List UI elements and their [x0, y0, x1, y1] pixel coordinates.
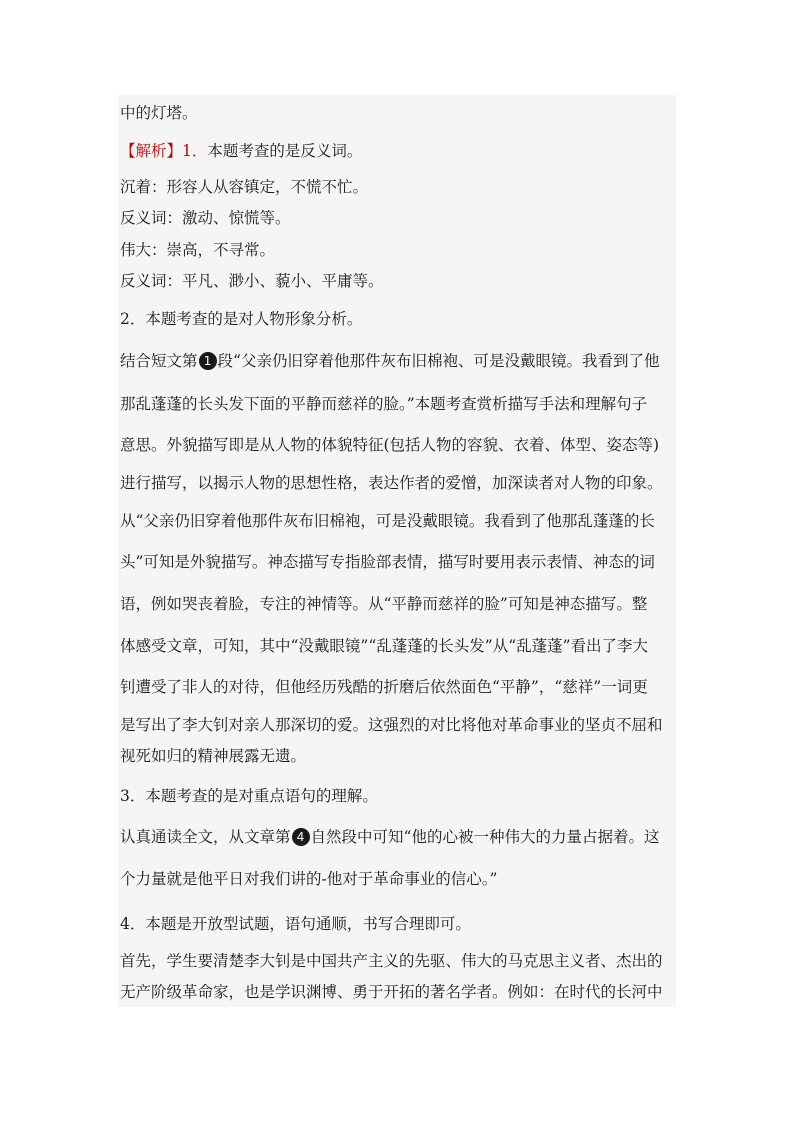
text-line-1: 中的灯塔。 — [120, 104, 198, 122]
text-line-21: 个力量就是他平日对我们讲的-他对于革命事业的信心。” — [120, 870, 498, 888]
text-line-12: 从“父亲仍旧穿着他那件灰布旧棉袍，可是没戴眼镜。我看到了他那乱蓬蓬的长 — [120, 512, 655, 530]
text-line-22: 4．本题是开放型试题，语句通顺，书写合理即可。 — [120, 915, 471, 933]
text-line-24: 无产阶级革命家，也是学识渊博、勇于开拓的著名学者。例如：在时代的长河中 — [120, 983, 663, 1001]
text-line-10: 意思。外貌描写即是从人物的体貌特征(包括人物的容貌、衣着、体型、姿态等) — [120, 436, 660, 454]
text-line-8-post: 段“父亲仍旧穿着他那件灰布旧棉袍、可是没戴眼镜。我看到了他 — [217, 352, 660, 370]
text-line-15: 体感受文章，可知，其中“没戴眼镜”“乱蓬蓬的长头发”从“乱蓬蓬”看出了李大 — [120, 637, 649, 655]
text-line-11: 进行描写，以揭示人物的思想性格，表达作者的爱憎，加深读者对人物的印象。 — [120, 474, 663, 492]
text-line-3: 沉着：形容人从容镇定，不慌不忙。 — [120, 178, 369, 196]
text-line-13: 头”可知是外貌描写。神态描写专指脸部表情，描写时要用表示表情、神态的词 — [120, 553, 655, 571]
text-line-14: 语，例如哭丧着脸，专注的神情等。从“平静而慈祥的脸”可知是神态描写。整 — [120, 595, 648, 613]
text-line-17: 是写出了李大钊对亲人那深切的爱。这强烈的对比将他对革命事业的坚贞不屈和 — [120, 716, 663, 734]
text-line-18: 视死如归的精神展露无遗。 — [120, 747, 307, 765]
analysis-heading-text: 本题考查的是反义词。 — [207, 142, 363, 160]
text-line-19: 3．本题考查的是对重点语句的理解。 — [120, 787, 378, 805]
circled-number-4: 4 — [292, 828, 310, 846]
text-line-20-post: 自然段中可知“他的心被一种伟大的力量占据着。这 — [310, 828, 660, 846]
question-number: 1． — [182, 142, 208, 160]
text-line-16: 钊遭受了非人的对待，但他经历残酷的折磨后依然面色“平静”，“慈祥”一词更 — [120, 678, 648, 696]
text-line-23: 首先，学生要清楚李大钊是中国共产主义的先驱、伟大的马克思主义者、杰出的 — [120, 952, 663, 970]
text-line-4: 反义词：激动、惊慌等。 — [120, 209, 291, 227]
text-line-7: 2．本题考查的是对人物形象分析。 — [120, 310, 363, 328]
text-line-6: 反义词：平凡、渺小、藐小、平庸等。 — [120, 272, 384, 290]
text-line-5: 伟大：崇高，不寻常。 — [120, 241, 276, 259]
text-line-20-pre: 认真通读全文，从文章第 — [120, 828, 291, 846]
text-line-8-pre: 结合短文第 — [120, 352, 198, 370]
circled-number-1: 1 — [199, 352, 217, 370]
text-line-8 — [120, 351, 659, 371]
text-line-9: 那乱蓬蓬的长头发下面的平静而慈祥的脸。”本题考查赏析描写手法和理解句子 — [120, 395, 648, 413]
analysis-heading-line — [120, 141, 362, 161]
analysis-tag: 【解析】 — [120, 142, 183, 160]
text-line-20 — [120, 827, 659, 847]
